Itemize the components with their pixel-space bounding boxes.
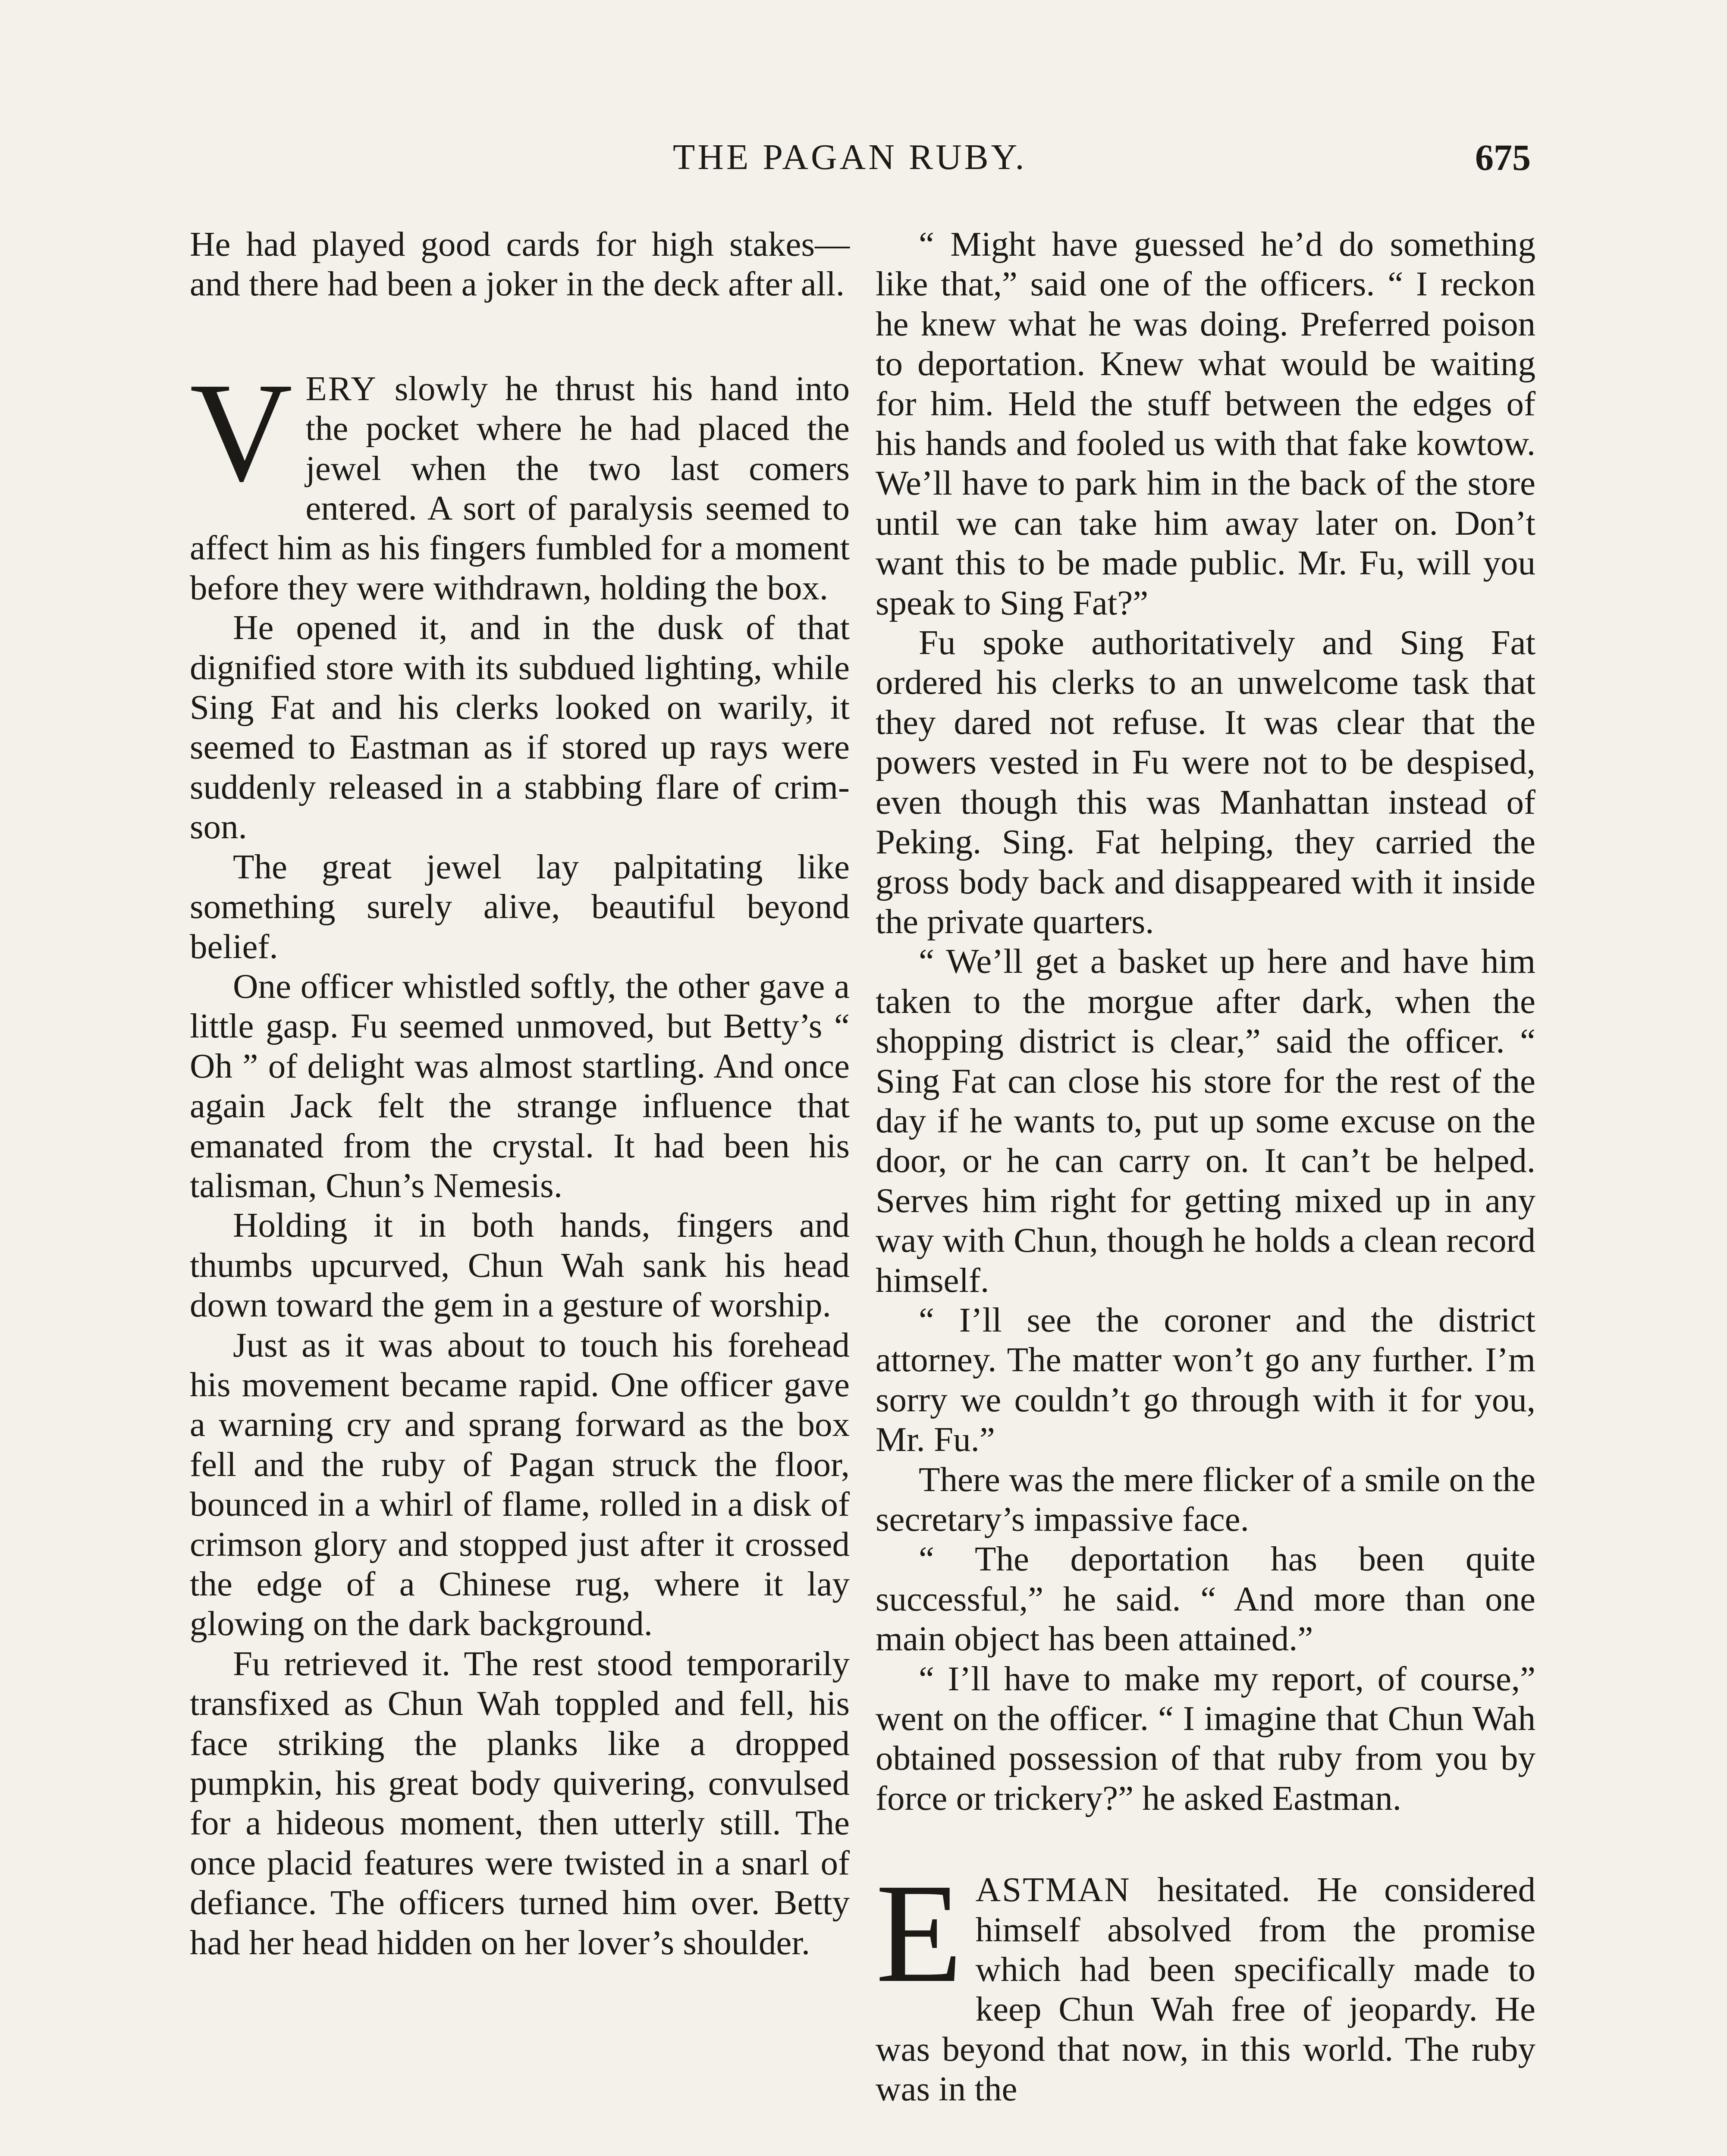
paragraph: Just as it was about to touch his forehead his movement became rapid. One officer gave a warning cry and sprang forward as the box fell and the ruby of Pagan struck the floor, bounced in a whirl of flame, rolled in a disk of crimson glory and stopped just after it crossed the edge of a Chinese rug, where it lay glowing on the dark background. — [190, 1325, 850, 1643]
drop-cap-paragraph — [190, 353, 850, 608]
paragraph: He had played good cards for high stakes—and there had been a joker in the deck after all. — [190, 225, 850, 304]
drop-cap: V — [190, 353, 293, 511]
left-column — [190, 224, 850, 1962]
page-number: 675 — [1475, 137, 1531, 178]
running-title: THE PAGAN RUBY. — [673, 137, 1027, 177]
right-column — [876, 224, 1535, 2109]
drop-cap-paragraph — [876, 1855, 1535, 2109]
small-caps-lead: ASTMAN — [975, 1870, 1131, 1909]
paragraph: “ Might have guessed he’d do something like that,” said one of the officers. “ I reckon he knew what he was doing. Preferred poison to deportation. Knew what would be waiting for him. Held the stuff between the edges of his hands and fooled us with that fake kowtow. We’ll have to park him in the back of the store until we can take him away later on. Don’t want this to be made public. Mr. Fu, will you speak to Sing Fat?” — [876, 225, 1535, 622]
paragraph: “ We’ll get a basket up here and have him taken to the morgue after dark, when the shopping district is clear,” said the officer. “ Sing Fat can close his store for the rest of the day if he wants to, put up some excuse on the door, or he can carry on. It can’t be helped. Serves him right for getting mixed up in any way with Chun, though he holds a clean record himself. — [876, 942, 1535, 1300]
paragraph: Fu spoke authoritatively and Sing Fat ordered his clerks to an unwelcome task that they dared not refuse. It was clear that the powers vested in Fu were not to be despised, even though this was Manhattan instead of Peking. Sing. Fat helping, they carried the gross body back and disappeared with it inside the private quarters. — [876, 623, 1535, 941]
paragraph: The great jewel lay palpitating like something surely alive, beautiful beyond belief. — [190, 847, 850, 966]
paragraph: One officer whistled softly, the other gave a little gasp. Fu seemed unmoved, but Betty’s “ Oh ” of delight was almost startling. And once again Jack felt the strange influence that emanated from the crystal. It had been his talisman, Chun’s Nemesis. — [190, 966, 850, 1205]
page-header — [0, 129, 1727, 185]
paragraph-text: slowly he thrust his hand into the pocket where he had placed the jewel when the two last comers entered. A sort of paralysis seemed to affect him as his fingers fumbled for a moment before they were withdrawn, holding the box. — [190, 369, 850, 607]
paragraph: “ I’ll have to make my report, of course,” went on the officer. “ I imagine that Chun Wah obtained possession of that ruby from you by force or trickery?” he asked Eastman. — [876, 1659, 1535, 1818]
paragraph: He opened it, and in the dusk of that dignified store with its subdued lighting, while Sing Fat and his clerks looked on warily, it seemed to Eastman as if stored up rays were suddenly released in a stabbing flare of crimson. — [190, 608, 850, 846]
paragraph: “ I’ll see the coroner and the district attorney. The matter won’t go any further. I’m sorry we couldn’t go through with it for you, Mr. Fu.” — [876, 1300, 1535, 1459]
paragraph: Fu retrieved it. The rest stood temporarily transfixed as Chun Wah toppled and fell, his face striking the planks like a dropped pumpkin, his great body quivering, convulsed for a hideous moment, then utterly still. The once placid features were twisted in a snarl of defiance. The officers turned him over. Betty had her head hidden on her lover’s shoulder. — [190, 1644, 850, 1962]
paragraph: “ The deportation has been quite successful,” he said. “ And more than one main object has been attained.” — [876, 1539, 1535, 1658]
paragraph-text: hesitated. He considered himself absolved from the promise which had been specifically made to keep Chun Wah free of jeopardy. He was beyond that now, in this world. The ruby was in the — [876, 1870, 1535, 2109]
paragraph: Holding it in both hands, fingers and thumbs upcurved, Chun Wah sank his head down toward the gem in a gesture of worship. — [190, 1206, 850, 1325]
drop-cap: E — [876, 1855, 963, 2012]
paragraph: There was the mere flicker of a smile on the secretary’s impassive face. — [876, 1460, 1535, 1539]
small-caps-lead: ERY — [305, 369, 377, 408]
